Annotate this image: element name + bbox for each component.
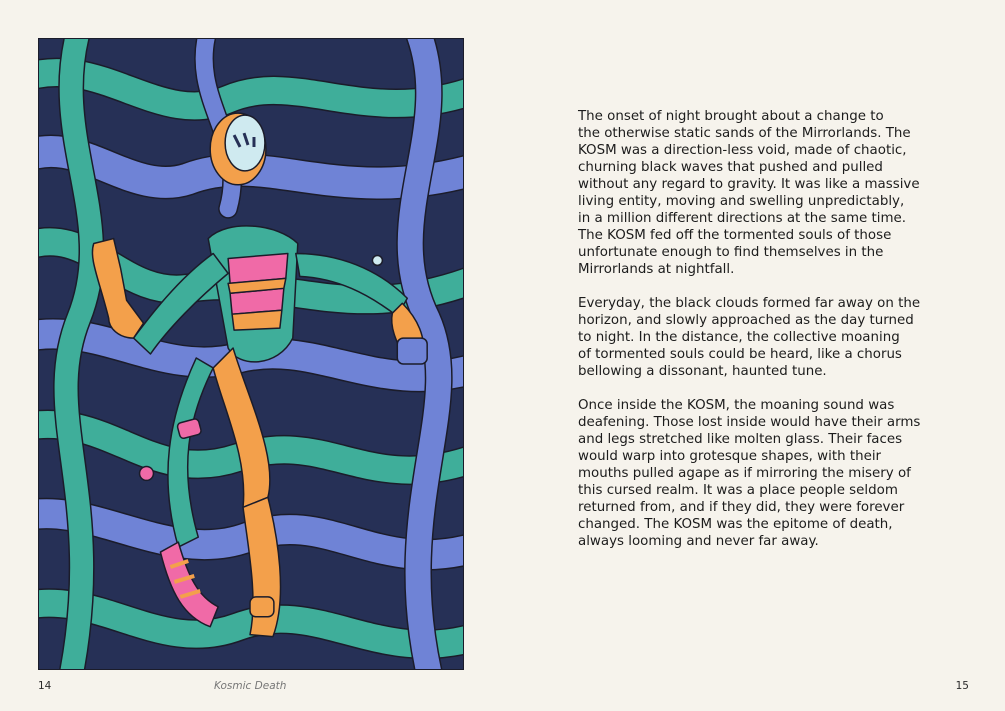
illustration xyxy=(38,38,464,670)
paragraph-3: Once inside the KOSM, the moaning sound was deafening. Those lost inside would have their arms and legs stretched like molten glass. Their faces would warp into grotesque shapes, with their mouths pulled agape as if mirroring the misery of this cursed realm. It was a place people seldom returned from, and if they did, they were forever changed. The KOSM was the epitome of death, always looming and never far away. xyxy=(578,398,921,549)
illustration-caption: Kosmic Death xyxy=(214,680,287,692)
left-page xyxy=(0,0,502,711)
illustration-artwork xyxy=(39,39,463,669)
right-page xyxy=(502,0,1005,711)
page-number-left: 14 xyxy=(38,680,52,692)
page-number-right: 15 xyxy=(955,680,969,692)
paragraph-2: Everyday, the black clouds formed far away on the horizon, and slowly approached as the day turned to night. In the distance, the collective moaning of tormented souls could be heard, like a chorus bellowing a dissonant, haunted tune. xyxy=(578,296,921,379)
paragraph-1: The onset of night brought about a change to the otherwise static sands of the Mirrorlands. The KOSM was a direction-less void, made of chaotic, churning black waves that pushed and pulled without any regard to gravity. It was like a massive living entity, moving and swelling unpredictably, in a million different directions at the same time. The KOSM fed off the tormented souls of those unfortunate enough to find themselves in the Mirrorlands at nightfall. xyxy=(578,109,920,277)
body-text xyxy=(578,108,938,567)
